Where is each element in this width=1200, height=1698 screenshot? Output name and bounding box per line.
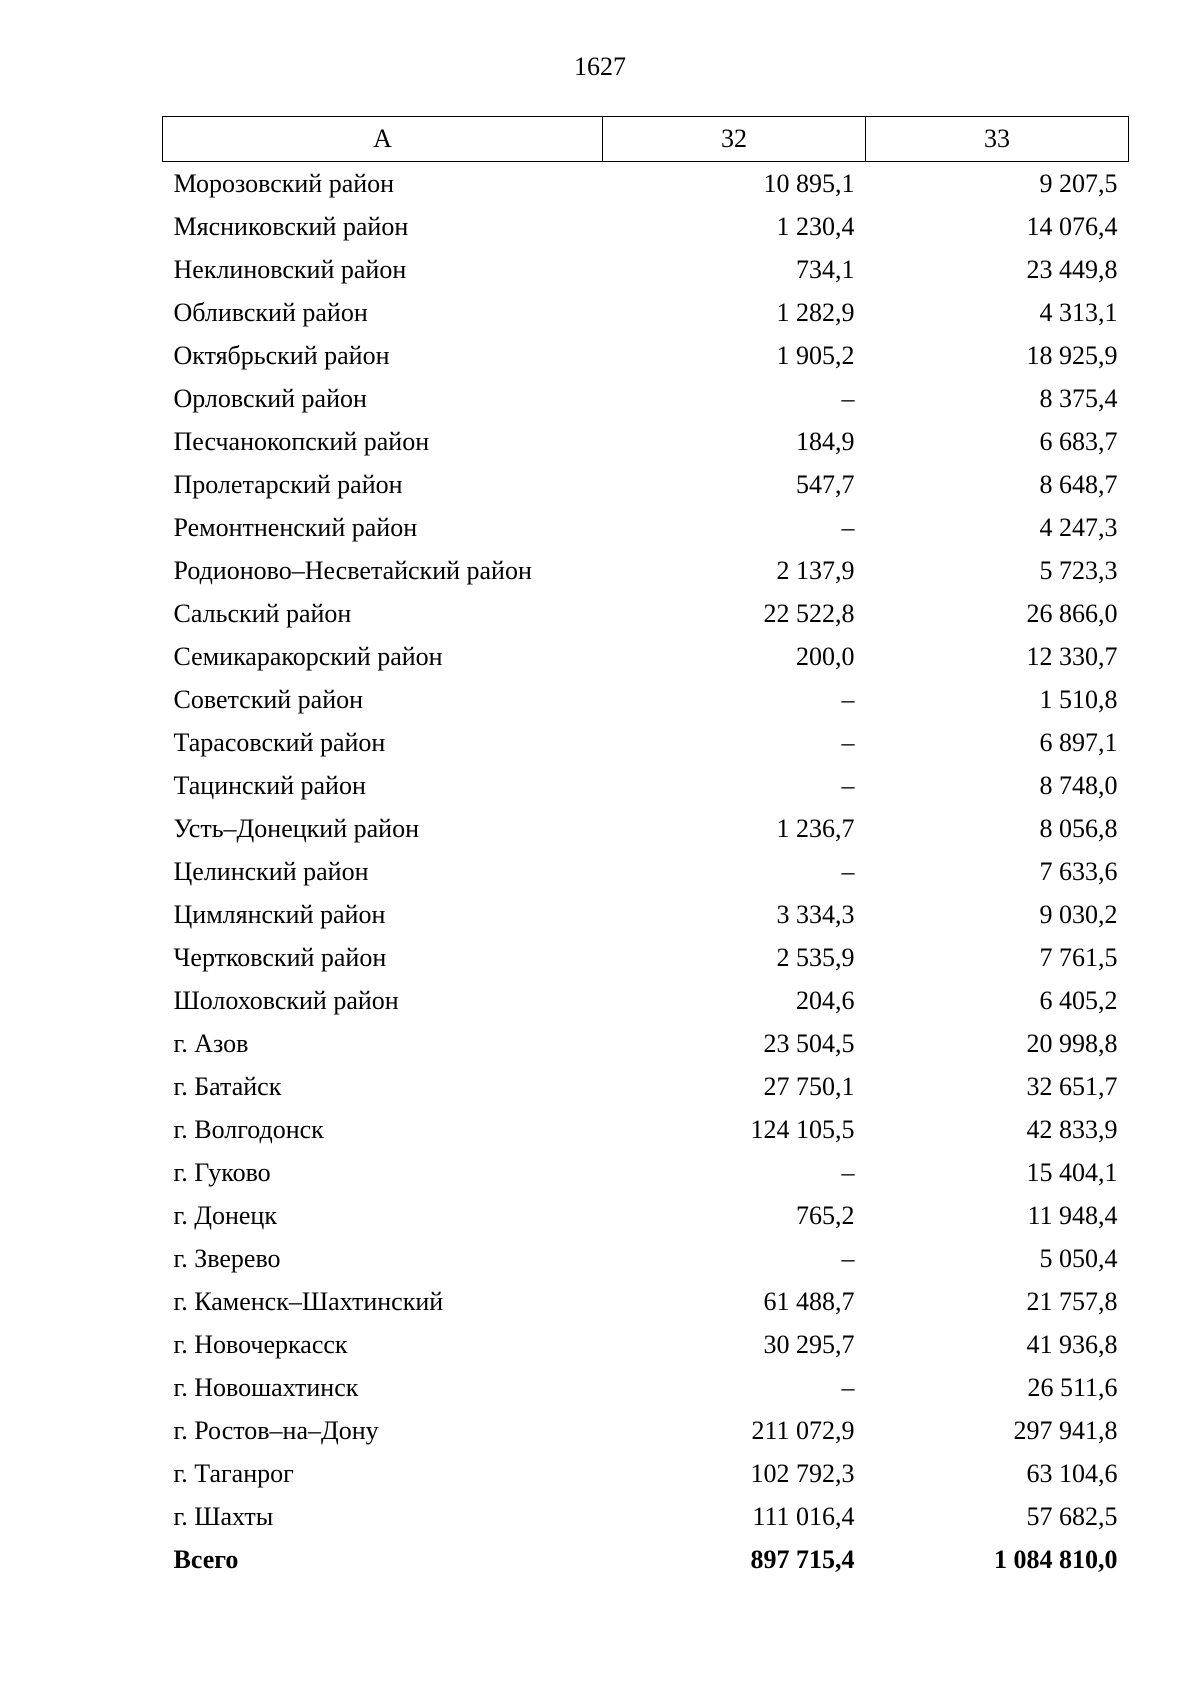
table-row	[163, 463, 1129, 506]
value-col-33: 7 633,6	[1039, 856, 1118, 886]
value-col-33: 41 936,8	[1026, 1329, 1118, 1359]
table-row	[163, 1151, 1129, 1194]
table-row	[163, 1452, 1129, 1495]
value-col-33: 42 833,9	[1026, 1114, 1118, 1144]
value-col-32: 184,9	[796, 426, 855, 456]
table-row	[163, 1409, 1129, 1452]
row-label: г. Каменск–Шахтинский	[173, 1286, 444, 1316]
row-label: Орловский район	[173, 383, 367, 413]
value-col-33: 57 682,5	[1026, 1501, 1118, 1531]
row-label: Обливский район	[173, 297, 368, 327]
value-col-33: 5 050,4	[1039, 1243, 1118, 1273]
row-label: Пролетарский район	[173, 469, 403, 499]
value-col-32: –	[841, 684, 855, 714]
value-col-32: 765,2	[796, 1200, 855, 1230]
value-col-33: 20 998,8	[1026, 1028, 1118, 1058]
row-label: г. Азов	[173, 1028, 249, 1058]
value-col-32: 10 895,1	[763, 168, 855, 198]
value-col-32: 200,0	[796, 641, 855, 671]
table-row	[163, 205, 1129, 248]
row-label: г. Зверево	[173, 1243, 281, 1273]
row-label: г. Таганрог	[173, 1458, 294, 1488]
table-row	[163, 1366, 1129, 1409]
value-col-33: 63 104,6	[1026, 1458, 1118, 1488]
header-cell-33: 33	[866, 117, 1129, 162]
row-label: г. Гуково	[173, 1157, 271, 1187]
table-row	[163, 1108, 1129, 1151]
row-label: Неклиновский район	[173, 254, 407, 284]
value-col-33: 12 330,7	[1026, 641, 1118, 671]
header-cell-a: А	[163, 117, 603, 162]
table-row	[163, 592, 1129, 635]
value-col-33: 4 247,3	[1039, 512, 1118, 542]
value-col-32: 27 750,1	[763, 1071, 855, 1101]
table-row	[163, 635, 1129, 678]
total-value-col-33: 1 084 810,0	[994, 1544, 1118, 1574]
value-col-32: –	[841, 770, 855, 800]
table-row	[163, 678, 1129, 721]
value-col-32: 102 792,3	[750, 1458, 855, 1488]
value-col-32: 204,6	[796, 985, 855, 1015]
value-col-32: 211 072,9	[751, 1415, 855, 1445]
table-row	[163, 764, 1129, 807]
value-col-32: –	[841, 383, 855, 413]
row-label: г. Батайск	[173, 1071, 282, 1101]
table-row	[163, 1194, 1129, 1237]
total-row	[163, 1538, 1129, 1581]
value-col-32: 22 522,8	[763, 598, 855, 628]
table-row	[163, 549, 1129, 592]
row-label: г. Ростов–на–Дону	[173, 1415, 379, 1445]
value-col-32: –	[841, 727, 855, 757]
row-label: Родионово–Несветайский район	[173, 555, 532, 585]
row-label: Морозовский район	[173, 168, 395, 198]
value-col-32: 3 334,3	[776, 899, 855, 929]
value-col-32: 1 236,7	[776, 813, 855, 843]
row-label: г. Шахты	[173, 1501, 274, 1531]
value-col-33: 14 076,4	[1026, 211, 1118, 241]
value-col-32: 61 488,7	[763, 1286, 855, 1316]
row-label: г. Волгодонск	[173, 1114, 324, 1144]
value-col-33: 8 748,0	[1039, 770, 1118, 800]
data-table	[162, 116, 1129, 1581]
header-row	[163, 117, 1129, 162]
value-col-33: 6 683,7	[1039, 426, 1118, 456]
value-col-33: 21 757,8	[1026, 1286, 1118, 1316]
value-col-32: 30 295,7	[763, 1329, 855, 1359]
value-col-33: 11 948,4	[1027, 1200, 1118, 1230]
row-label: Усть–Донецкий район	[173, 813, 419, 843]
page-number: 1627	[574, 52, 626, 81]
value-col-32: 2 137,9	[776, 555, 855, 585]
table-row	[163, 162, 1129, 206]
table-row	[163, 807, 1129, 850]
value-col-33: 5 723,3	[1039, 555, 1118, 585]
table-row	[163, 979, 1129, 1022]
table-row	[163, 1280, 1129, 1323]
table-row	[163, 377, 1129, 420]
value-col-32: 23 504,5	[763, 1028, 855, 1058]
table-body	[163, 162, 1129, 1582]
value-col-33: 15 404,1	[1026, 1157, 1118, 1187]
value-col-32: 547,7	[796, 469, 855, 499]
row-label: г. Новошахтинск	[173, 1372, 359, 1402]
value-col-33: 1 510,8	[1039, 684, 1118, 714]
value-col-33: 297 941,8	[1013, 1415, 1118, 1445]
row-label: Цимлянский район	[173, 899, 386, 929]
table-row	[163, 1495, 1129, 1538]
value-col-32: –	[841, 512, 855, 542]
table-row	[163, 1323, 1129, 1366]
value-col-32: –	[841, 1372, 855, 1402]
value-col-32: 111 016,4	[752, 1501, 855, 1531]
row-label: Мясниковский район	[173, 211, 409, 241]
value-col-33: 8 375,4	[1039, 383, 1118, 413]
value-col-33: 18 925,9	[1026, 340, 1118, 370]
table-row	[163, 506, 1129, 549]
row-label: Тацинский район	[173, 770, 366, 800]
row-label: Шолоховский район	[173, 985, 399, 1015]
value-col-33: 6 897,1	[1039, 727, 1118, 757]
row-label: Тарасовский район	[173, 727, 386, 757]
value-col-32: –	[841, 1157, 855, 1187]
value-col-32: –	[841, 856, 855, 886]
value-col-33: 8 648,7	[1039, 469, 1118, 499]
table-row	[163, 1237, 1129, 1280]
table-row	[163, 721, 1129, 764]
value-col-33: 26 511,6	[1027, 1372, 1118, 1402]
row-label: Целинский район	[173, 856, 369, 886]
value-col-33: 9 207,5	[1039, 168, 1118, 198]
table-row	[163, 850, 1129, 893]
value-col-33: 4 313,1	[1039, 297, 1118, 327]
value-col-32: –	[841, 1243, 855, 1273]
value-col-33: 23 449,8	[1026, 254, 1118, 284]
row-label: Октябрьский район	[173, 340, 390, 370]
value-col-32: 734,1	[796, 254, 855, 284]
row-label: г. Новочеркасск	[173, 1329, 348, 1359]
table-row	[163, 291, 1129, 334]
table-row	[163, 420, 1129, 463]
row-label: г. Донецк	[173, 1200, 277, 1230]
table-row	[163, 1022, 1129, 1065]
table-row	[163, 893, 1129, 936]
table-header	[163, 117, 1129, 162]
value-col-32: 1 282,9	[776, 297, 855, 327]
value-col-33: 9 030,2	[1039, 899, 1118, 929]
row-label: Чертковский район	[173, 942, 387, 972]
value-col-32: 1 230,4	[776, 211, 855, 241]
total-value-col-32: 897 715,4	[750, 1544, 855, 1574]
row-label: Песчанокопский район	[173, 426, 430, 456]
row-label: Ремонтненский район	[173, 512, 418, 542]
value-col-32: 1 905,2	[776, 340, 855, 370]
value-col-33: 32 651,7	[1026, 1071, 1118, 1101]
table-row	[163, 936, 1129, 979]
row-label: Советский район	[173, 684, 364, 714]
value-col-33: 7 761,5	[1039, 942, 1118, 972]
row-label: Сальский район	[173, 598, 352, 628]
total-label: Всего	[173, 1544, 239, 1574]
value-col-33: 26 866,0	[1026, 598, 1118, 628]
table-row	[163, 1065, 1129, 1108]
table-row	[163, 334, 1129, 377]
header-cell-32: 32	[603, 117, 866, 162]
value-col-33: 6 405,2	[1039, 985, 1118, 1015]
value-col-33: 8 056,8	[1039, 813, 1118, 843]
row-label: Семикаракорский район	[173, 641, 443, 671]
value-col-32: 2 535,9	[776, 942, 855, 972]
value-col-32: 124 105,5	[750, 1114, 855, 1144]
table-row	[163, 248, 1129, 291]
